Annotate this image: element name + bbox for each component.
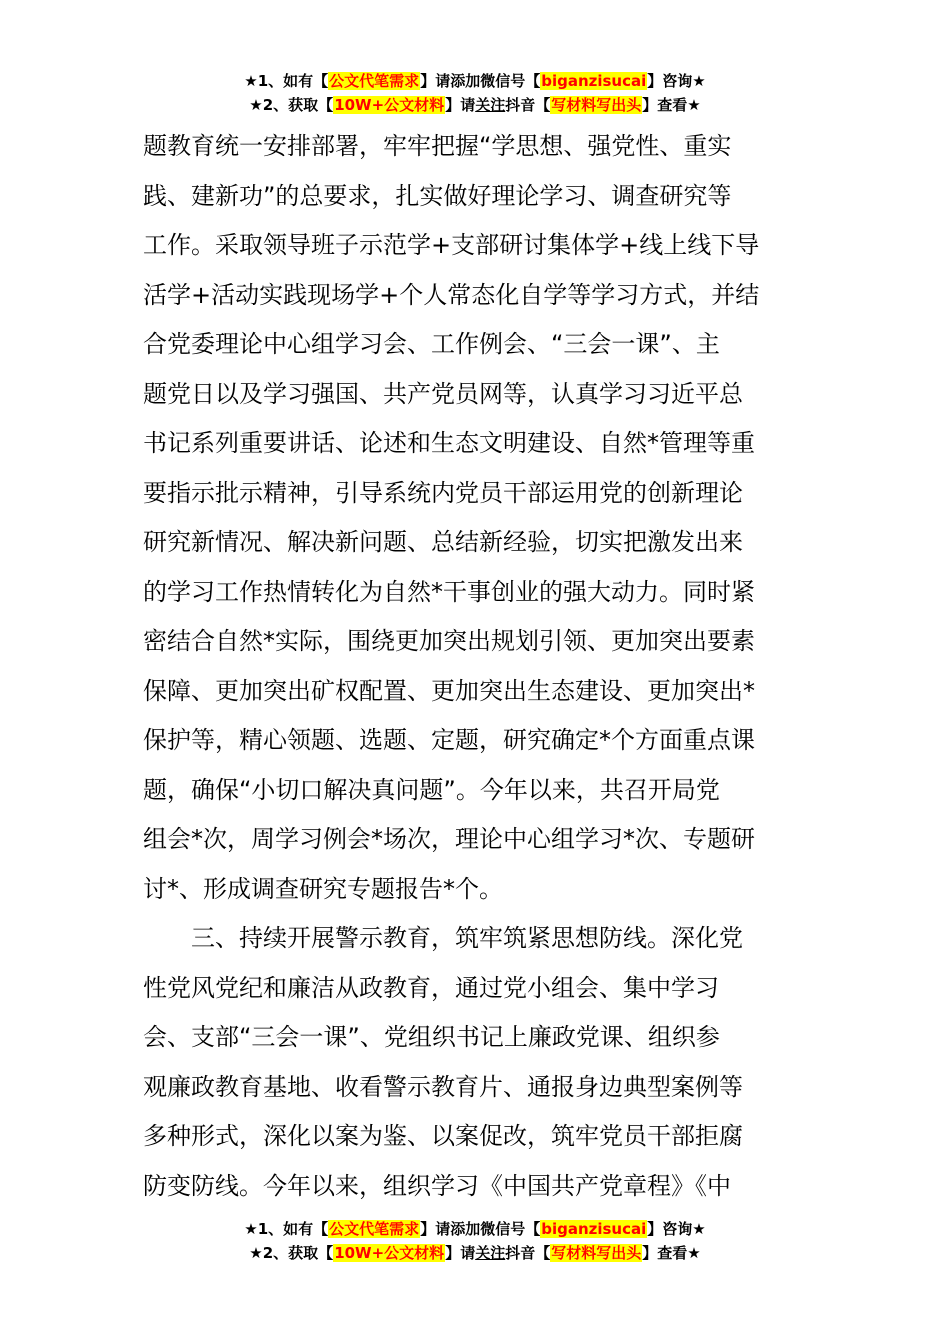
text-line: 防变防线。今年以来，组织学习《中国共产党章程》《中	[143, 1171, 731, 1200]
banner-text: ★2、获取【	[249, 96, 334, 114]
header-banner	[0, 70, 950, 118]
banner-text: 抖音【	[505, 96, 551, 114]
banner-underlined: 关注	[475, 1244, 506, 1262]
text-line: 践、建新功”的总要求，扎实做好理论学习、调查研究等	[143, 181, 732, 210]
section-heading-line: 三、持续开展警示教育，筑牢筑紧思想防线。深化党	[191, 924, 743, 952]
text-line: 多种形式，深化以案为鉴、以案促改，筑牢党员干部拒腐	[143, 1122, 743, 1150]
banner-highlight: biganzisucai	[541, 1220, 647, 1238]
text-line: 讨*、形成调查研究专题报告*个。	[143, 874, 503, 903]
banner-text: ★2、获取【	[249, 1244, 334, 1262]
text-line: 会、支部“三会一课”、党组织书记上廉政党课、组织参	[143, 1023, 720, 1051]
banner-line-2	[0, 1242, 950, 1266]
banner-underlined: 关注	[475, 96, 506, 114]
banner-text: 抖音【	[505, 1244, 551, 1262]
banner-text: ★1、如有【	[244, 1220, 329, 1238]
text-line: 性党风党纪和廉洁从政教育，通过党小组会、集中学习	[143, 973, 719, 1002]
text-line: 题，确保“小切口解决真问题”。今年以来，共召开局党	[143, 775, 720, 804]
banner-highlight: 10W+公文材料	[334, 96, 445, 114]
text-line: 合党委理论中心组学习会、工作例会、“三会一课”、主	[143, 330, 720, 358]
text-line: 保障、更加突出矿权配置、更加突出生态建设、更加突出*	[143, 676, 755, 705]
text-line: 活学+活动实践现场学+个人常态化自学等学习方式，并结	[143, 280, 760, 309]
banner-text: 】查看★	[642, 1244, 701, 1262]
footer-banner	[0, 1218, 950, 1266]
banner-text: 】查看★	[642, 96, 701, 114]
text-line: 组会*次，周学习例会*场次，理论中心组学习*次、专题研	[143, 825, 755, 853]
text-line: 要指示批示精神，引导系统内党员干部运用党的创新理论	[143, 478, 743, 507]
banner-text: 】请	[445, 96, 476, 114]
banner-highlight: 写材料写出头	[551, 1244, 642, 1262]
banner-highlight: 10W+公文材料	[334, 1244, 445, 1262]
banner-line-1	[0, 70, 950, 94]
text-line: 保护等，精心领题、选题、定题，研究确定*个方面重点课	[143, 726, 755, 754]
text-line: 题教育统一安排部署，牢牢把握“学思想、强党性、重实	[143, 132, 732, 160]
banner-text: 】咨询★	[647, 72, 706, 90]
text-line: 观廉政教育基地、收看警示教育片、通报身边典型案例等	[143, 1072, 743, 1101]
text-line: 密结合自然*实际，围绕更加突出规划引领、更加突出要素	[143, 627, 755, 655]
banner-text: 】请	[445, 1244, 476, 1262]
text-line: 的学习工作热情转化为自然*干事创业的强大动力。同时紧	[143, 577, 755, 606]
banner-highlight: 公文代笔需求	[329, 72, 420, 90]
banner-line-1	[0, 1218, 950, 1242]
text-line: 题党日以及学习强国、共产党员网等，认真学习习近平总	[143, 379, 743, 408]
banner-text: 】请添加微信号【	[420, 1220, 541, 1238]
banner-highlight: biganzisucai	[541, 72, 647, 90]
text-line: 研究新情况、解决新问题、总结新经验，切实把激发出来	[143, 528, 743, 556]
document-body	[143, 122, 808, 1211]
banner-text: 】咨询★	[647, 1220, 706, 1238]
banner-highlight: 写材料写出头	[551, 96, 642, 114]
banner-line-2	[0, 94, 950, 118]
banner-text: 】请添加微信号【	[420, 72, 541, 90]
text-line: 工作。采取领导班子示范学+支部研讨集体学+线上线下导	[143, 231, 760, 259]
banner-highlight: 公文代笔需求	[329, 1220, 420, 1238]
banner-text: ★1、如有【	[244, 72, 329, 90]
text-line: 书记系列重要讲话、论述和生态文明建设、自然*管理等重	[143, 429, 755, 457]
